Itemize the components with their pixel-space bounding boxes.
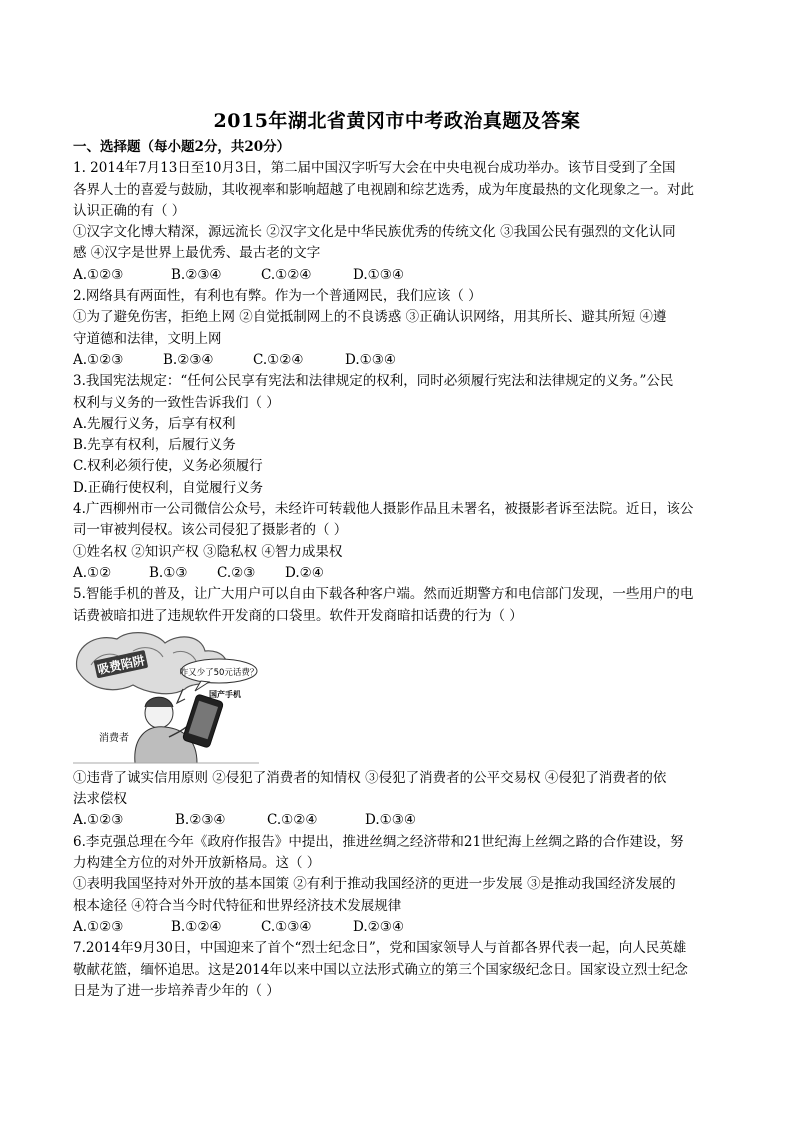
question-3 bbox=[73, 371, 733, 499]
answer-option: D.正确行使权利，自觉履行义务 bbox=[73, 479, 264, 496]
answer-choices bbox=[73, 917, 733, 938]
question-stem-line: 各界人士的喜爱与鼓励，其收视率和影响超越了电视剧和综艺选秀，成为年度最热的文化现象之一。对此 bbox=[73, 181, 694, 198]
question-2 bbox=[73, 286, 733, 371]
choice-c: C.①②④ bbox=[261, 266, 312, 283]
question-stem-line: 权利与义务的一致性告诉我们（ ） bbox=[73, 394, 280, 411]
question-items-line: ①姓名权 ②知识产权 ③隐私权 ④智力成果权 bbox=[73, 543, 343, 560]
choice-b: B.②③④ bbox=[163, 351, 214, 368]
question-stem-line: 5.智能手机的普及，让广大用户可以自由下载各种客户端。然而近期警方和电信部门发现，一些用户的电 bbox=[73, 586, 694, 603]
question-stem-line: 敬献花篮，缅怀追思。这是2014年以来中国以立法形式确立的第三个国家级纪念日。国家设立烈士纪念 bbox=[73, 961, 688, 978]
choice-d: D.①③④ bbox=[353, 266, 404, 283]
choice-a: A.①②③ bbox=[73, 266, 124, 283]
question-stem-line: 认识正确的有（ ） bbox=[73, 202, 186, 219]
answer-option: A.先履行义务，后享有权利 bbox=[73, 415, 236, 432]
choice-c: C.①③④ bbox=[261, 918, 312, 935]
question-stem-line: 3.我国宪法规定：“任何公民享有宪法和法律规定的权利，同时必须履行宪法和法律规定的义务。”公民 bbox=[73, 373, 674, 390]
consumer-cartoon-image bbox=[73, 629, 259, 765]
choice-d: D.②④ bbox=[285, 564, 324, 581]
choice-c: C.①②④ bbox=[267, 812, 318, 829]
choice-b: B.②③④ bbox=[171, 266, 222, 283]
answer-choices bbox=[73, 265, 733, 286]
question-stem-line: 2.网络具有两面性，有利也有弊。作为一个普通网民，我们应该（ ） bbox=[73, 288, 482, 305]
choice-c: C.②③ bbox=[217, 564, 256, 581]
question-items-line: ①为了避免伤害，拒绝上网 ②自觉抵制网上的不良诱惑 ③正确认识网络，用其所长、避其所短 ④遵 bbox=[73, 309, 667, 326]
choice-a: A.①②③ bbox=[73, 918, 124, 935]
consumer-label: 消费者 bbox=[99, 732, 129, 744]
question-items-line: ①汉字文化博大精深，源远流长 ②汉字文化是中华民族优秀的传统文化 ③我国公民有强烈的文化认同 bbox=[73, 224, 676, 241]
trap-label: 吸费陷阱 bbox=[96, 653, 147, 677]
choice-d: D.①③④ bbox=[345, 351, 396, 368]
question-6 bbox=[73, 832, 733, 938]
question-4 bbox=[73, 499, 733, 584]
answer-option: C.权利必须行使，义务必须履行 bbox=[73, 458, 263, 475]
choice-d: D.①③④ bbox=[365, 812, 416, 829]
choice-a: A.①② bbox=[73, 564, 112, 581]
question-items-line: 守道德和法律，文明上网 bbox=[73, 330, 222, 347]
question-5 bbox=[73, 584, 733, 831]
choice-a: A.①②③ bbox=[73, 812, 124, 829]
question-items-line: ①违背了诚实信用原则 ②侵犯了消费者的知情权 ③侵犯了消费者的公平交易权 ④侵犯了消费者的依 bbox=[73, 769, 667, 786]
question-stem-line: 力构建全方位的对外开放新格局。这（ ） bbox=[73, 855, 321, 872]
question-stem-line: 6.李克强总理在今年《政府作报告》中提出，推进丝绸之经济带和21世纪海上丝绸之路的合作建设，努 bbox=[73, 833, 684, 850]
question-items-line: 法求偿权 bbox=[73, 791, 127, 808]
question-stem-line: 1. 2014年7月13日至10月3日，第二届中国汉字听写大会在中央电视台成功举办。该节目受到了全国 bbox=[73, 160, 676, 177]
answer-choices bbox=[73, 350, 733, 371]
choice-b: B.①②④ bbox=[171, 918, 222, 935]
question-stem-line: 日是为了进一步培养青少年的（ ） bbox=[73, 982, 280, 999]
answer-choices bbox=[73, 563, 733, 584]
section-heading: 一、选择题（每小题2分，共20分） bbox=[73, 139, 291, 155]
question-7 bbox=[73, 938, 733, 1002]
question-items-line: ①表明我国坚持对外开放的基本国策 ②有利于推动我国经济的更进一步发展 ③是推动我国经济发展的 bbox=[73, 876, 676, 893]
answer-choices bbox=[73, 810, 733, 831]
question-items-line: 根本途径 ④符合当今时代特征和世界经济技术发展规律 bbox=[73, 897, 402, 914]
choice-c: C.①②④ bbox=[253, 351, 304, 368]
question-stem-line: 4.广西柳州市一公司微信公众号，未经许可转载他人摄影作品且未署名，被摄影者诉至法院。近日，该公 bbox=[73, 501, 694, 518]
phone-label: 国产手机 bbox=[209, 689, 241, 699]
question-items-line: 感 ④汉字是世界上最优秀、最古老的文字 bbox=[73, 245, 321, 262]
choice-b: B.②③④ bbox=[175, 812, 226, 829]
choice-a: A.①②③ bbox=[73, 351, 124, 368]
question-stem-line: 7.2014年9月30日，中国迎来了首个“烈士纪念日”，党和国家领导人与首都各界代表一起，向人民英雄 bbox=[73, 940, 687, 957]
document-title: 2015年湖北省黄冈市中考政治真题及答案 bbox=[213, 110, 581, 132]
question-1 bbox=[73, 158, 733, 286]
question-stem-line: 话费被暗扣进了违规软件开发商的口袋里。软件开发商暗扣话费的行为（ ） bbox=[73, 607, 523, 624]
choice-d: D.②③④ bbox=[353, 918, 404, 935]
document-body bbox=[73, 137, 733, 1002]
speech-bubble-text: 咋又少了50元话费？ bbox=[179, 667, 259, 678]
question-stem-line: 司一审被判侵权。该公司侵犯了摄影者的（ ） bbox=[73, 522, 348, 539]
answer-option: B.先享有权利，后履行义务 bbox=[73, 437, 236, 454]
choice-b: B.①③ bbox=[149, 564, 188, 581]
